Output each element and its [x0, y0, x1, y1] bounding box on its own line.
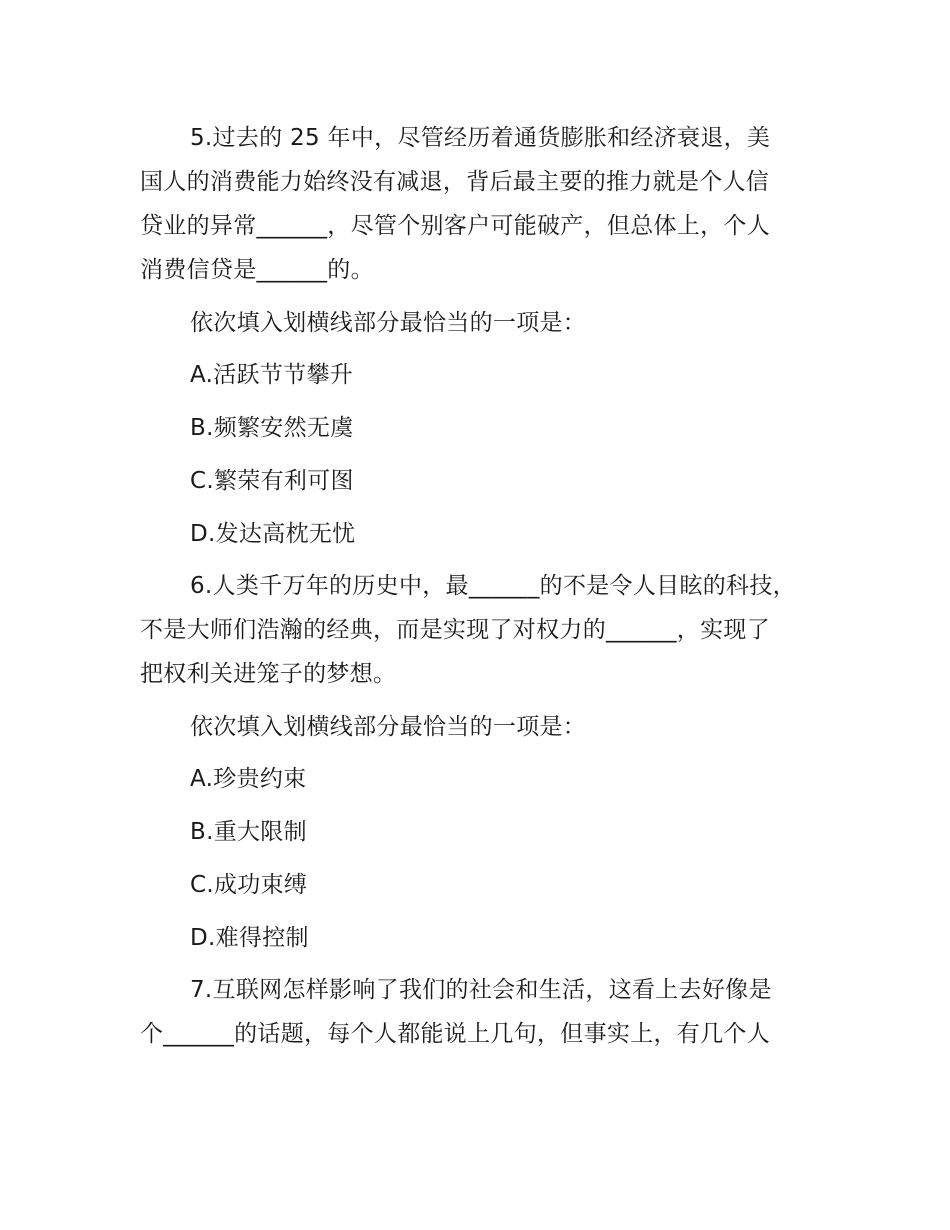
question-5-option-d: D.发达高枕无忧: [190, 521, 356, 547]
question-6-line-2: 不是大师们浩瀚的经典，而是实现了对权力的______，实现了: [140, 617, 770, 643]
question-5-option-b: B.频繁安然无虞: [190, 415, 354, 441]
question-5-option-c: C.繁荣有利可图: [190, 468, 354, 494]
question-7-line-1: 7.互联网怎样影响了我们的社会和生活，这看上去好像是: [190, 977, 772, 1003]
question-5-line-4: 消费信贷是______的。: [140, 257, 374, 283]
question-5-line-3: 贷业的异常______，尽管个别客户可能破产，但总体上，个人: [140, 213, 770, 239]
question-5-line-2: 国人的消费能力始终没有减退，背后最主要的推力就是个人信: [140, 169, 770, 195]
question-6-option-d: D.难得控制: [190, 925, 309, 951]
question-5-prompt: 依次填入划横线部分最恰当的一项是：: [190, 310, 587, 336]
question-6-option-c: C.成功束缚: [190, 872, 308, 898]
question-6-prompt: 依次填入划横线部分最恰当的一项是：: [190, 714, 587, 740]
question-5-option-a: A.活跃节节攀升: [190, 362, 354, 388]
question-7-line-2: 个______的话题，每个人都能说上几句，但事实上，有几个人: [140, 1021, 770, 1047]
question-6-line-1: 6.人类千万年的历史中，最______的不是令人目眩的科技，: [190, 573, 796, 599]
question-6-option-b: B.重大限制: [190, 819, 307, 845]
question-5-line-1: 5.过去的 25 年中，尽管经历着通货膨胀和经济衰退，美: [190, 125, 771, 151]
question-6-line-3: 把权利关进笼子的梦想。: [140, 661, 397, 687]
question-6-option-a: A.珍贵约束: [190, 766, 307, 792]
